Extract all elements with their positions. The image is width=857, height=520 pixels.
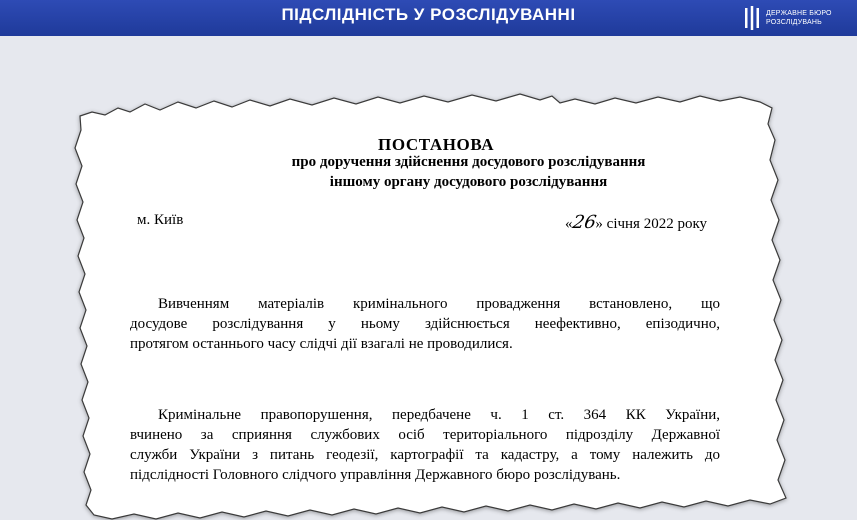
logo-line1: ДЕРЖАВНЕ БЮРО (766, 10, 832, 17)
document-subtitle-line2: іншому органу досудового розслідування (329, 174, 608, 190)
document-date (565, 212, 707, 233)
logo-line2: РОЗСЛІДУВАНЬ (766, 19, 822, 26)
paragraph-2-line: Кримінальне правопорушення, передбачене ч. 1 ст. 364 КК України, (158, 407, 720, 423)
paragraph-1-line: досудове розслідування у ньому здійснюється неефективно, епізодично, (130, 316, 720, 332)
paragraph-1-line: протягом останнього часу слідчі дії взагалі не проводилися. (130, 336, 513, 352)
paragraph-2 (130, 405, 720, 485)
document-subtitle-line1: про доручення здійснення досудового розслідування (291, 154, 646, 170)
paragraph-2-line: підслідності Головного слідчого управління Державного бюро розслідувань. (130, 467, 621, 483)
date-day-handwritten: 26 (570, 212, 598, 233)
paragraph-1 (130, 294, 720, 354)
paragraph-2-line: вчинено за сприяння службових осіб територіального підрозділу Державної (130, 427, 720, 443)
document-city: м. Київ (137, 212, 184, 228)
document-title: ПОСТАНОВА (378, 135, 495, 154)
date-close-quote: » (595, 216, 603, 232)
header-title: ПІДСЛІДНІСТЬ У РОЗСЛІДУВАННІ (281, 5, 576, 24)
paragraph-1-line: Вивченням матеріалів кримінального провадження встановлено, що (158, 296, 720, 312)
paragraph-2-line: служби України з питань геодезії, картографії та кадастру, а тому належить до (130, 447, 720, 463)
date-open-quote: « (565, 216, 573, 232)
date-month-year: січня 2022 року (602, 216, 708, 232)
